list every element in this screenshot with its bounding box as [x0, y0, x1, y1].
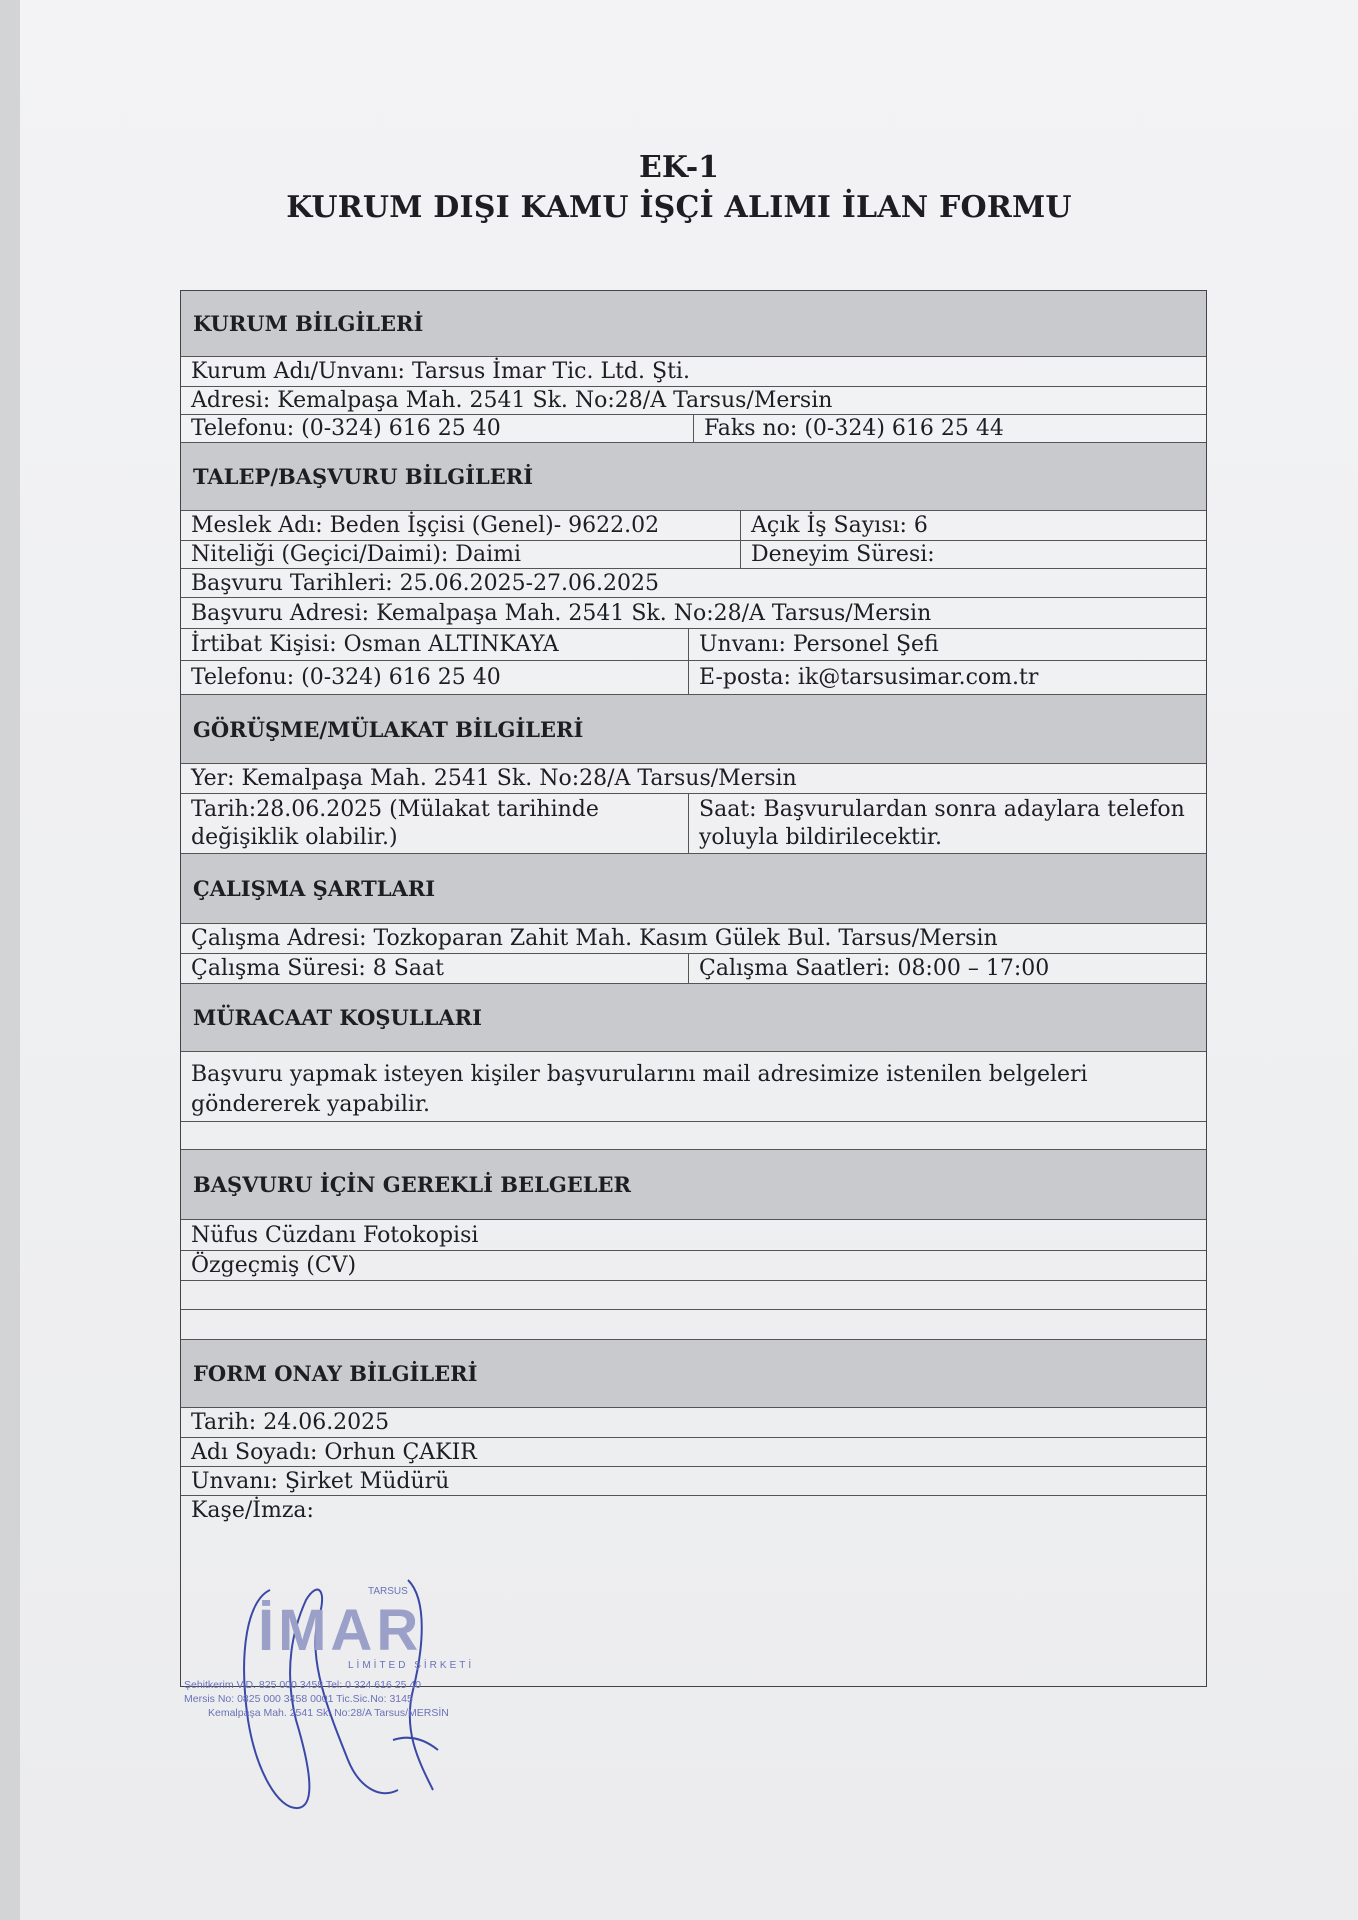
- gorusme-header: GÖRÜŞME/MÜLAKAT BİLGİLERİ: [181, 695, 1206, 763]
- document-code: EK-1: [638, 150, 720, 185]
- row-kurum-contact: [181, 415, 1206, 443]
- kurum-address: Adresi: Kemalpaşa Mah. 2541 Sk. No:28/A Tarsus/Mersin: [191, 388, 833, 413]
- row-calisma-adres: [181, 924, 1206, 954]
- row-belge-1: [181, 1220, 1206, 1251]
- empty-cell: [181, 1122, 1206, 1149]
- talep-nitelik: Niteliği (Geçici/Daimi): Daimi: [181, 541, 741, 568]
- talep-telefon: Telefonu: (0-324) 616 25 40: [181, 661, 689, 694]
- row-belge-empty-1: [181, 1281, 1206, 1310]
- empty-cell: [181, 1310, 1206, 1339]
- document-title: KURUM DIŞI KAMU İŞÇİ ALIMI İLAN FORMU: [286, 190, 1072, 225]
- section-header-muracaat: [181, 984, 1206, 1052]
- onay-adi-soyadi: Adı Soyadı: Orhun ÇAKIR: [191, 1439, 477, 1465]
- onay-kase: Kaşe/İmza:: [191, 1498, 314, 1523]
- belgeler-header: BAŞVURU İÇİN GEREKLİ BELGELER: [181, 1150, 1206, 1219]
- row-belge-empty-2: [181, 1310, 1206, 1340]
- announcement-form: [180, 290, 1207, 1687]
- stamp-top-text: TARSUS: [368, 1586, 408, 1597]
- stamp-line-2: Mersis No: 0825 000 3458 0001 Tic.Sic.No: 3145: [184, 1693, 413, 1705]
- row-talep-irtibat: [181, 629, 1206, 661]
- kurum-header: KURUM BİLGİLERİ: [181, 291, 1206, 356]
- section-header-kurum: [181, 291, 1206, 357]
- section-header-talep: [181, 443, 1206, 511]
- company-stamp: [178, 1560, 558, 1820]
- talep-header: TALEP/BAŞVURU BİLGİLERİ: [181, 443, 1206, 510]
- empty-cell: [181, 1281, 1206, 1309]
- muracaat-text: Başvuru yapmak isteyen kişiler başvurularını mail adresimize istenilen belgeleri göndererek yapabilir.: [191, 1062, 1088, 1117]
- row-onay-adi: [181, 1438, 1206, 1467]
- muracaat-header: MÜRACAAT KOŞULLARI: [181, 984, 1206, 1051]
- row-belge-2: [181, 1251, 1206, 1281]
- section-header-gorusme: [181, 695, 1206, 764]
- row-onay-tarih: [181, 1408, 1206, 1438]
- row-calisma-sure: [181, 954, 1206, 984]
- section-header-calisma: [181, 854, 1206, 924]
- stamp-line-1: Şehitkerim V.D. 825 000 3458 Tel: 0 324 616 25 40: [184, 1679, 422, 1691]
- belge-item: Özgeçmiş (CV): [191, 1253, 357, 1278]
- row-talep-nitelik: [181, 541, 1206, 569]
- calisma-header: ÇALIŞMA ŞARTLARI: [181, 854, 1206, 923]
- onay-unvan: Unvanı: Şirket Müdürü: [191, 1468, 450, 1494]
- section-header-onay: [181, 1340, 1206, 1408]
- section-header-belgeler: [181, 1150, 1206, 1220]
- talep-deneyim: Deneyim Süresi:: [751, 542, 935, 567]
- stamp-line-3: Kemalpaşa Mah. 2541 Sk. No:28/A Tarsus/MERSİN: [208, 1707, 449, 1719]
- row-talep-telefon: [181, 661, 1206, 695]
- row-gorusme-yer: [181, 764, 1206, 794]
- row-talep-tarihler: [181, 569, 1206, 598]
- gorusme-yer: Yer: Kemalpaşa Mah. 2541 Sk. No:28/A Tarsus/Mersin: [191, 766, 797, 791]
- row-onay-unvan: [181, 1467, 1206, 1496]
- onay-header: FORM ONAY BİLGİLERİ: [181, 1340, 1206, 1407]
- calisma-sure: Çalışma Süresi: 8 Saat: [181, 954, 689, 983]
- row-talep-adres: [181, 598, 1206, 629]
- row-gorusme-tarih-saat: [181, 794, 1206, 854]
- talep-irtibat: İrtibat Kişisi: Osman ALTINKAYA: [181, 629, 689, 660]
- gorusme-saat: Saat: Başvurulardan sonra adaylara telefon yoluyla bildirilecektir.: [699, 797, 1185, 850]
- row-muracaat-text: [181, 1052, 1206, 1122]
- gorusme-tarih: Tarih:28.06.2025 (Mülakat tarihinde değişiklik olabilir.): [181, 794, 689, 853]
- row-talep-meslek: [181, 511, 1206, 541]
- talep-meslek: Meslek Adı: Beden İşçisi (Genel)- 9622.02: [181, 511, 741, 540]
- row-kurum-name: [181, 357, 1206, 387]
- calisma-adres: Çalışma Adresi: Tozkoparan Zahit Mah. Kasım Gülek Bul. Tarsus/Mersin: [191, 926, 998, 951]
- row-muracaat-empty: [181, 1122, 1206, 1150]
- talep-acik-is: Açık İş Sayısı: 6: [751, 513, 928, 538]
- talep-unvan: Unvanı: Personel Şefi: [699, 632, 939, 657]
- stamp-sub-text: LİMİTED ŞİRKETİ: [348, 1660, 475, 1671]
- belge-item: Nüfus Cüzdanı Fotokopisi: [191, 1222, 479, 1248]
- onay-tarih: Tarih: 24.06.2025: [191, 1410, 390, 1435]
- kurum-name: Kurum Adı/Unvanı: Tarsus İmar Tic. Ltd. Şti.: [191, 359, 690, 384]
- talep-eposta: E-posta: ik@tarsusimar.com.tr: [699, 665, 1039, 690]
- kurum-phone: Telefonu: (0-324) 616 25 40: [181, 415, 694, 442]
- calisma-saatler: Çalışma Saatleri: 08:00 – 17:00: [699, 956, 1050, 981]
- kurum-fax: Faks no: (0-324) 616 25 44: [704, 416, 1004, 441]
- row-kurum-address: [181, 387, 1206, 415]
- talep-tarihler: Başvuru Tarihleri: 25.06.2025-27.06.2025: [191, 570, 660, 596]
- talep-adres: Başvuru Adresi: Kemalpaşa Mah. 2541 Sk. No:28/A Tarsus/Mersin: [191, 600, 932, 626]
- stamp-brand: İMAR: [258, 1598, 423, 1663]
